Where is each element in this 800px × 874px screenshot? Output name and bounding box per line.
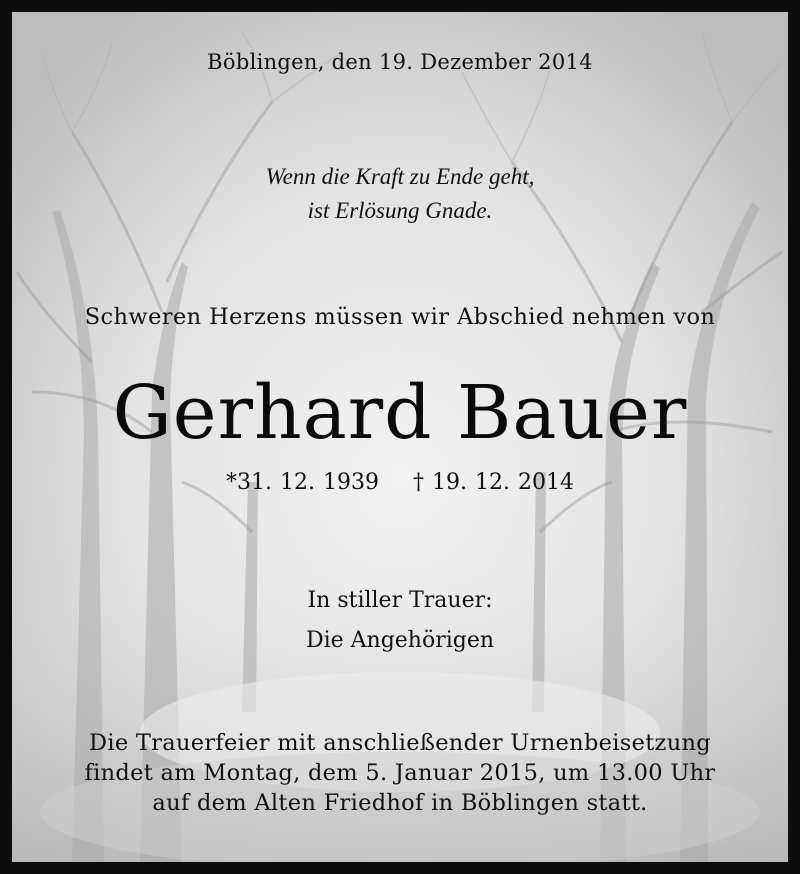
place-date: Böblingen, den 19. Dezember 2014	[207, 50, 593, 74]
death-date: † 19. 12. 2014	[413, 470, 574, 495]
notice-text-area	[12, 12, 788, 862]
funeral-info-line: findet am Montag, dem 5. Januar 2015, um 13.00 Uhr	[84, 760, 716, 786]
motto-line: Wenn die Kraft zu Ende geht,	[265, 164, 535, 189]
funeral-info-line: auf dem Alten Friedhof in Böblingen statt.	[152, 790, 648, 816]
deceased-name: Gerhard Bauer	[112, 370, 688, 456]
mourning-line: In stiller Trauer:	[307, 588, 493, 613]
intro-text: Schweren Herzens müssen wir Abschied nehmen von	[84, 304, 716, 330]
mourners: Die Angehörigen	[305, 628, 495, 653]
life-dates	[12, 470, 788, 495]
birth-date: *31. 12. 1939	[226, 470, 379, 495]
motto-line: ist Erlösung Gnade.	[307, 198, 493, 223]
funeral-info-line: Die Trauerfeier mit anschließender Urnenbeisetzung	[88, 730, 712, 756]
